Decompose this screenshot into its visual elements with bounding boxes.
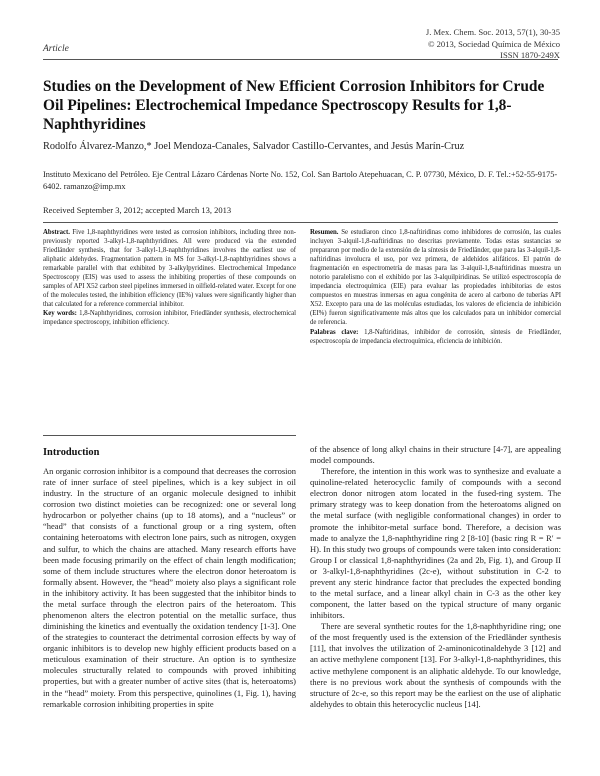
intro-paragraph-3: There are several synthetic routes for the 1,8-naphthyridine ring; one of the most frequently used is the extension of the Friedländer synthesis [11], that involves the utilization of 2-aminonicotinaldehyde 3 [12] and an active methylene component [13]. For 3-alkyl-1,8-naphthyridines, this active methylene component is an aliphatic aldehyde. To our knowledge, there is no previous work about the synthesis of compounds with the structure of 2c-e, so this report may be the earliest on the use of aliphatic aldehydes to obtain this heterocyclic nucleus [14]. [310, 621, 561, 709]
intro-paragraph-1: An organic corrosion inhibitor is a compound that decreases the corrosion rate of inner surface of steel pipelines, which is a key subject in oil industry. In the structure of an organic molecule designed to inhibit corrosion two distinct moieties can be recognized: one or several long hydrocarbon or polyether chains (up to 18 atoms), and a “nucleus” or “head” that consists of a functional group or a ring system, often containing heteroatoms with electron lone pairs, such as nitrogen, oxygen and sulfur, to which the chains are attached. Many research efforts have been made focusing primarily on the effect of chain length modification; some of them include structures where the electron donor heteroatom is formally absent. However, the “head” moiety also plays a significant role in the inhibitory activity. It has been suggested that the inhibitor binds to the metal surface through the electron pairs of the heteroatom. This phenomenon alters the electron potential on the metallic surface, thus diminishing the kinetics and eventually the oxidation tendency [1-3]. One of the strategies to counteract the detrimental corrosion effects by way of organic inhibitors is to develop new highly efficient products based on a meticulous examination of their structure. An option is to synthesize molecules structurally related to compounds with proved inhibiting properties, but with a greater number of active sites (that is, heteroatoms) in the “head” moiety. From this perspective, quinolines (1, Fig. 1), having remarkable corrosion inhibiting properties in spite [43, 466, 296, 709]
intro-right-column [310, 444, 561, 710]
article-type-label: Article [43, 44, 69, 54]
resumen-block [310, 228, 561, 346]
keywords-label: Key words: [43, 310, 77, 318]
issn-line: ISSN 1870-249X [500, 50, 560, 60]
journal-header [426, 27, 560, 62]
intro-paragraph-continued: of the absence of long alkyl chains in their structure [4-7], are appealing model compounds. [310, 444, 561, 466]
paper-title: Studies on the Development of New Efficient Corrosion Inhibitors for Crude Oil Pipelines: Electrochemical Impedance Spectroscopy Results for 1,8-Naphthyridines [43, 78, 545, 133]
keywords-text: 1,8-Naphthyridines, corrosion inhibitor, Friedländer synthesis, electrochemical impedance spectroscopy, inhibition efficiency. [43, 310, 297, 327]
abstract-block [43, 228, 296, 328]
abstract-text: Five 1,8-naphthyridines were tested as corrosion inhibitors, including three non-previously reported 3-alkyl-1,8-naphthyridines. All were produced via the extended Friedländer synthesis, that for 3-alkyl-1,8-naphthyridines involves the earliest use of aliphatic aldehydes. Fragmentation pattern in MS for 3-alkyl-1,8-naphthyridines shows a remarkable parallel with that exhibited by 3-alkylpyridines. Electrochemical Impedance Spectroscopy (EIS) was used to assess the inhibiting properties of these compounds on samples of API X52 carbon steel pipelines immersed in oilfield-related water. Except for one of the molecules tested, the inhibition efficiency (IE%) values were significantly higher than that calculated for a reference commercial inhibitor. [43, 229, 296, 309]
affiliation: Instituto Mexicano del Petróleo. Eje Central Lázaro Cárdenas Norte No. 152, Col. San Bartolo Atepehuacan, C. P. 07730, México, D. F. Tel.:+52-55-9175-6402. ramanzo@imp.mx [43, 170, 558, 191]
author-list: Rodolfo Álvarez-Manzo,* Joel Mendoza-Canales, Salvador Castillo-Cervantes, and Jesús Marín-Cruz [43, 141, 465, 152]
intro-paragraph-2: Therefore, the intention in this work was to synthesize and evaluate a quinoline-related heterocyclic family of compounds with a second electron donor nitrogen atom located in the fused-ring system. The primary strategy was to keep donation from the heteroatoms aligned on the metal surface (with negligible conformational changes) in order to promote the inhibitor-metal surface bond. Therefore, a decision was made to analyze the 1,8-naphthyridine ring 2 [8-10] (basic ring R = R′ = H). In this study two groups of compounds were taken into consideration: Group I or classical 1,8-naphthyridines (2a and 2b, Fig. 1), and Group II or 3-alkyl-1,8-naphthyridines (2c-e), without substitution in C-2 to prevent any steric hindrance factor that precludes the expected bonding to the metal surface, and a linear alkyl chain in C-3 as the other key component, the latter based on the typical structure of many organic inhibitors. [310, 466, 561, 621]
copyright-line: © 2013, Sociedad Química de México [427, 38, 560, 49]
palabras-clave-label: Palabras clave: [310, 328, 359, 336]
abstract-top-rule [43, 222, 558, 223]
abstract-bottom-rule [43, 435, 296, 436]
header-rule [43, 59, 558, 60]
palabras-clave-text: 1,8-Naftiridinas, inhibidor de corrosión, síntesis de Friedländer, espectroscopía de impedancia electroquímica, eficiencia de inhibición. [310, 328, 562, 345]
resumen-text: Se estudiaron cinco 1,8-naftiridinas como inhibidores de corrosión, las cuales incluyen 3-alquil-1,8-naftiridinas no descritas previamente. Todas estas sustancias se prepararon por medio de la extensión de la síntesis de Friedländer, que para las 3-alquil-1,8-naftiridinas involucra el uso, por vez primera, de aldehídos alifáticos. El patrón de fragmentación en espectrometría de masas para las 3-alquil-1,8-naftiridinas muestra un notorio paralelismo con el exhibido por las 3-alquilpiridinas. Se utilizó espectroscopía de impedancia electroquímica (EIE) para evaluar las propiedades inhibitorias de estos compuestos en muestras inmersas en agua congénita de acero al carbono de tuberías API X52. Excepto para una de las moléculas estudiadas, los valores de eficiencia de inhibición (EI%) fueron significativamente más altos que los calculados para un inhibidor comercial de referencia. [310, 229, 561, 327]
introduction-heading: Introduction [43, 447, 100, 458]
resumen-label: Resumen. [310, 229, 339, 236]
intro-left-column [43, 466, 296, 710]
received-dates: Received September 3, 2012; accepted March 13, 2013 [43, 205, 232, 215]
abstract-label: Abstract. [43, 229, 70, 236]
journal-citation: J. Mex. Chem. Soc. 2013, 57(1), 30-35 [425, 27, 560, 37]
